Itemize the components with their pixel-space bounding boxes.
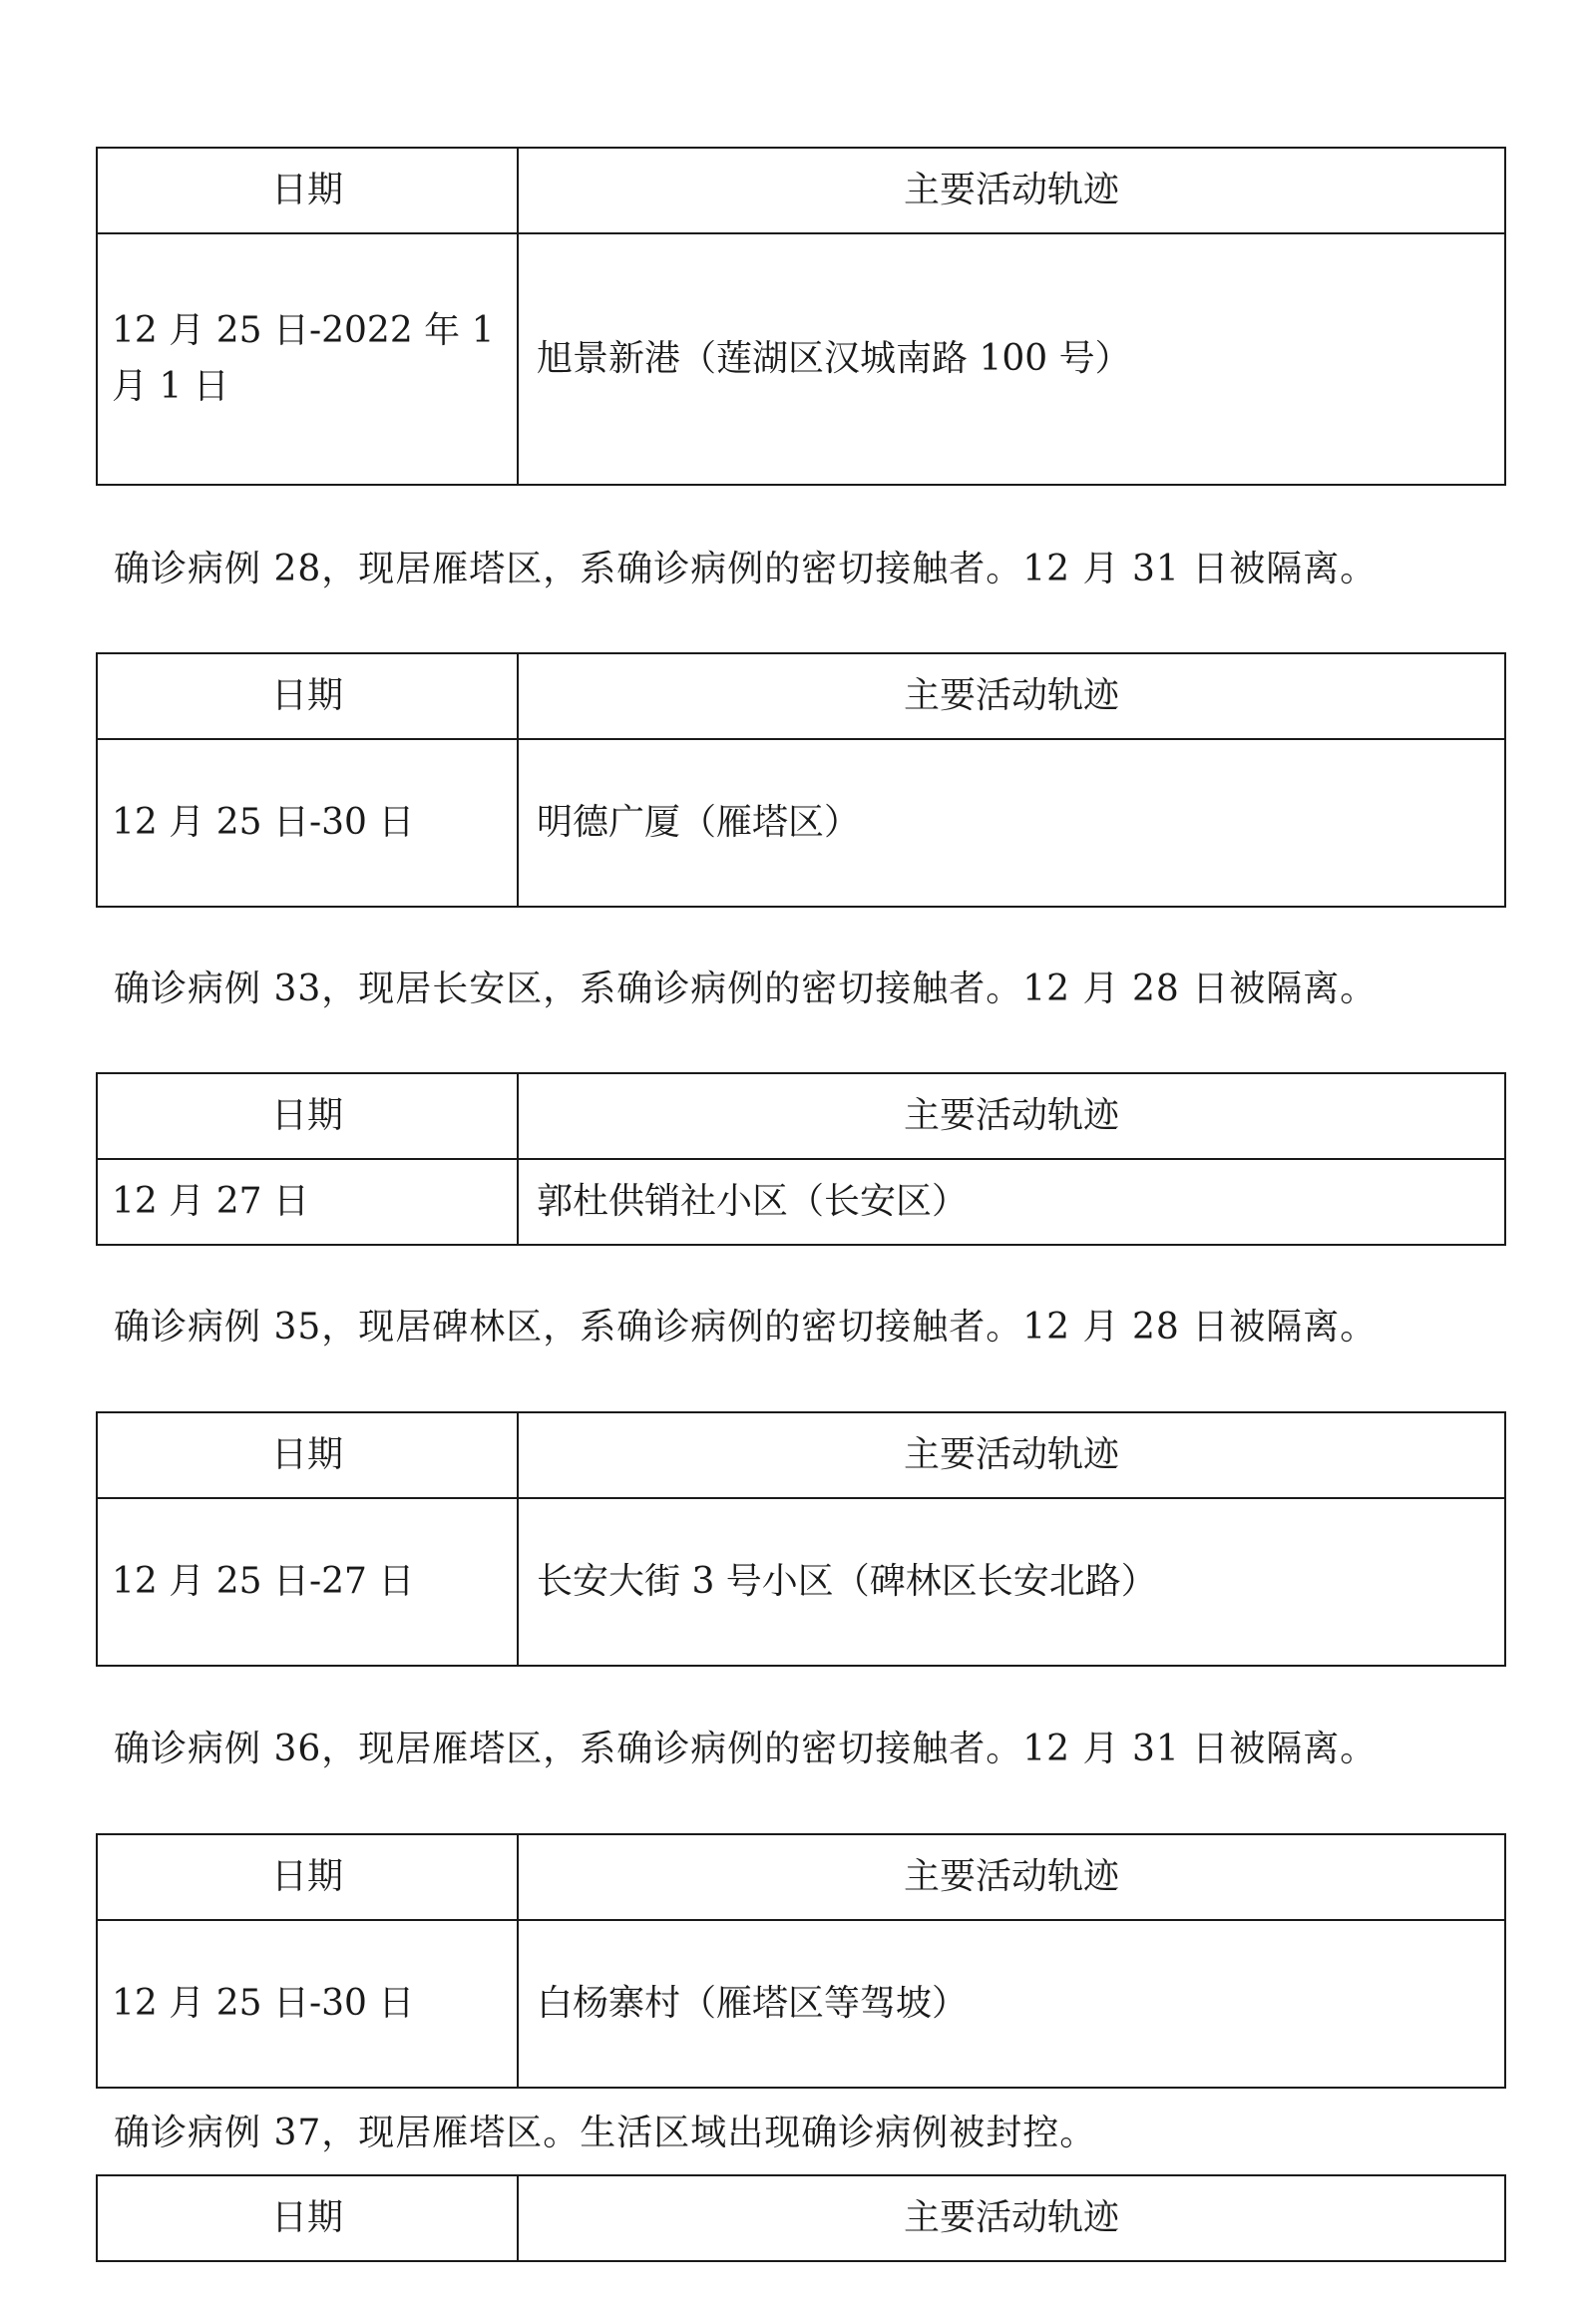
trajectory-table [96,2174,1506,2262]
table-row [97,739,1505,907]
header-track: 主要活动轨迹 [518,1834,1505,1920]
trajectory-table [96,1411,1506,1667]
header-track: 主要活动轨迹 [518,148,1505,233]
header-date: 日期 [97,148,518,233]
trajectory-table [96,147,1506,486]
header-date: 日期 [97,1073,518,1159]
header-track: 主要活动轨迹 [518,1073,1505,1159]
header-track: 主要活动轨迹 [518,2175,1505,2261]
case-intro: 确诊病例 37，现居雁塔区。生活区域出现确诊病例被封控。 [114,2113,1097,2153]
row-place: 旭景新港（莲湖区汉城南路 100 号） [518,233,1505,485]
case-intro: 确诊病例 28，现居雁塔区，系确诊病例的密切接触者。12 月 31 日被隔离。 [114,549,1378,589]
row-date: 12 月 25 日-30 日 [97,1920,518,2088]
case-intro: 确诊病例 36，现居雁塔区，系确诊病例的密切接触者。12 月 31 日被隔离。 [114,1729,1378,1769]
table-row [97,1498,1505,1666]
header-date: 日期 [97,653,518,739]
row-date: 12 月 27 日 [97,1159,518,1245]
trajectory-table [96,1833,1506,2089]
header-date: 日期 [97,1834,518,1920]
row-place: 长安大街 3 号小区（碑林区长安北路） [518,1498,1505,1666]
trajectory-table [96,1072,1506,1246]
row-place: 白杨寨村（雁塔区等驾坡） [518,1920,1505,2088]
header-date: 日期 [97,1412,518,1498]
row-date: 12 月 25 日-30 日 [97,739,518,907]
row-date: 12 月 25 日-2022 年 1 月 1 日 [97,233,518,485]
row-date: 12 月 25 日-27 日 [97,1498,518,1666]
header-track: 主要活动轨迹 [518,653,1505,739]
header-track: 主要活动轨迹 [518,1412,1505,1498]
row-place: 明德广厦（雁塔区） [518,739,1505,907]
row-place: 郭杜供销社小区（长安区） [518,1159,1505,1245]
table-row [97,1920,1505,2088]
case-intro: 确诊病例 35，现居碑林区，系确诊病例的密切接触者。12 月 28 日被隔离。 [114,1307,1378,1348]
trajectory-table [96,652,1506,908]
case-intro: 确诊病例 33，现居长安区，系确诊病例的密切接触者。12 月 28 日被隔离。 [114,968,1378,1009]
table-row [97,1159,1505,1245]
table-row [97,233,1505,485]
header-date: 日期 [97,2175,518,2261]
